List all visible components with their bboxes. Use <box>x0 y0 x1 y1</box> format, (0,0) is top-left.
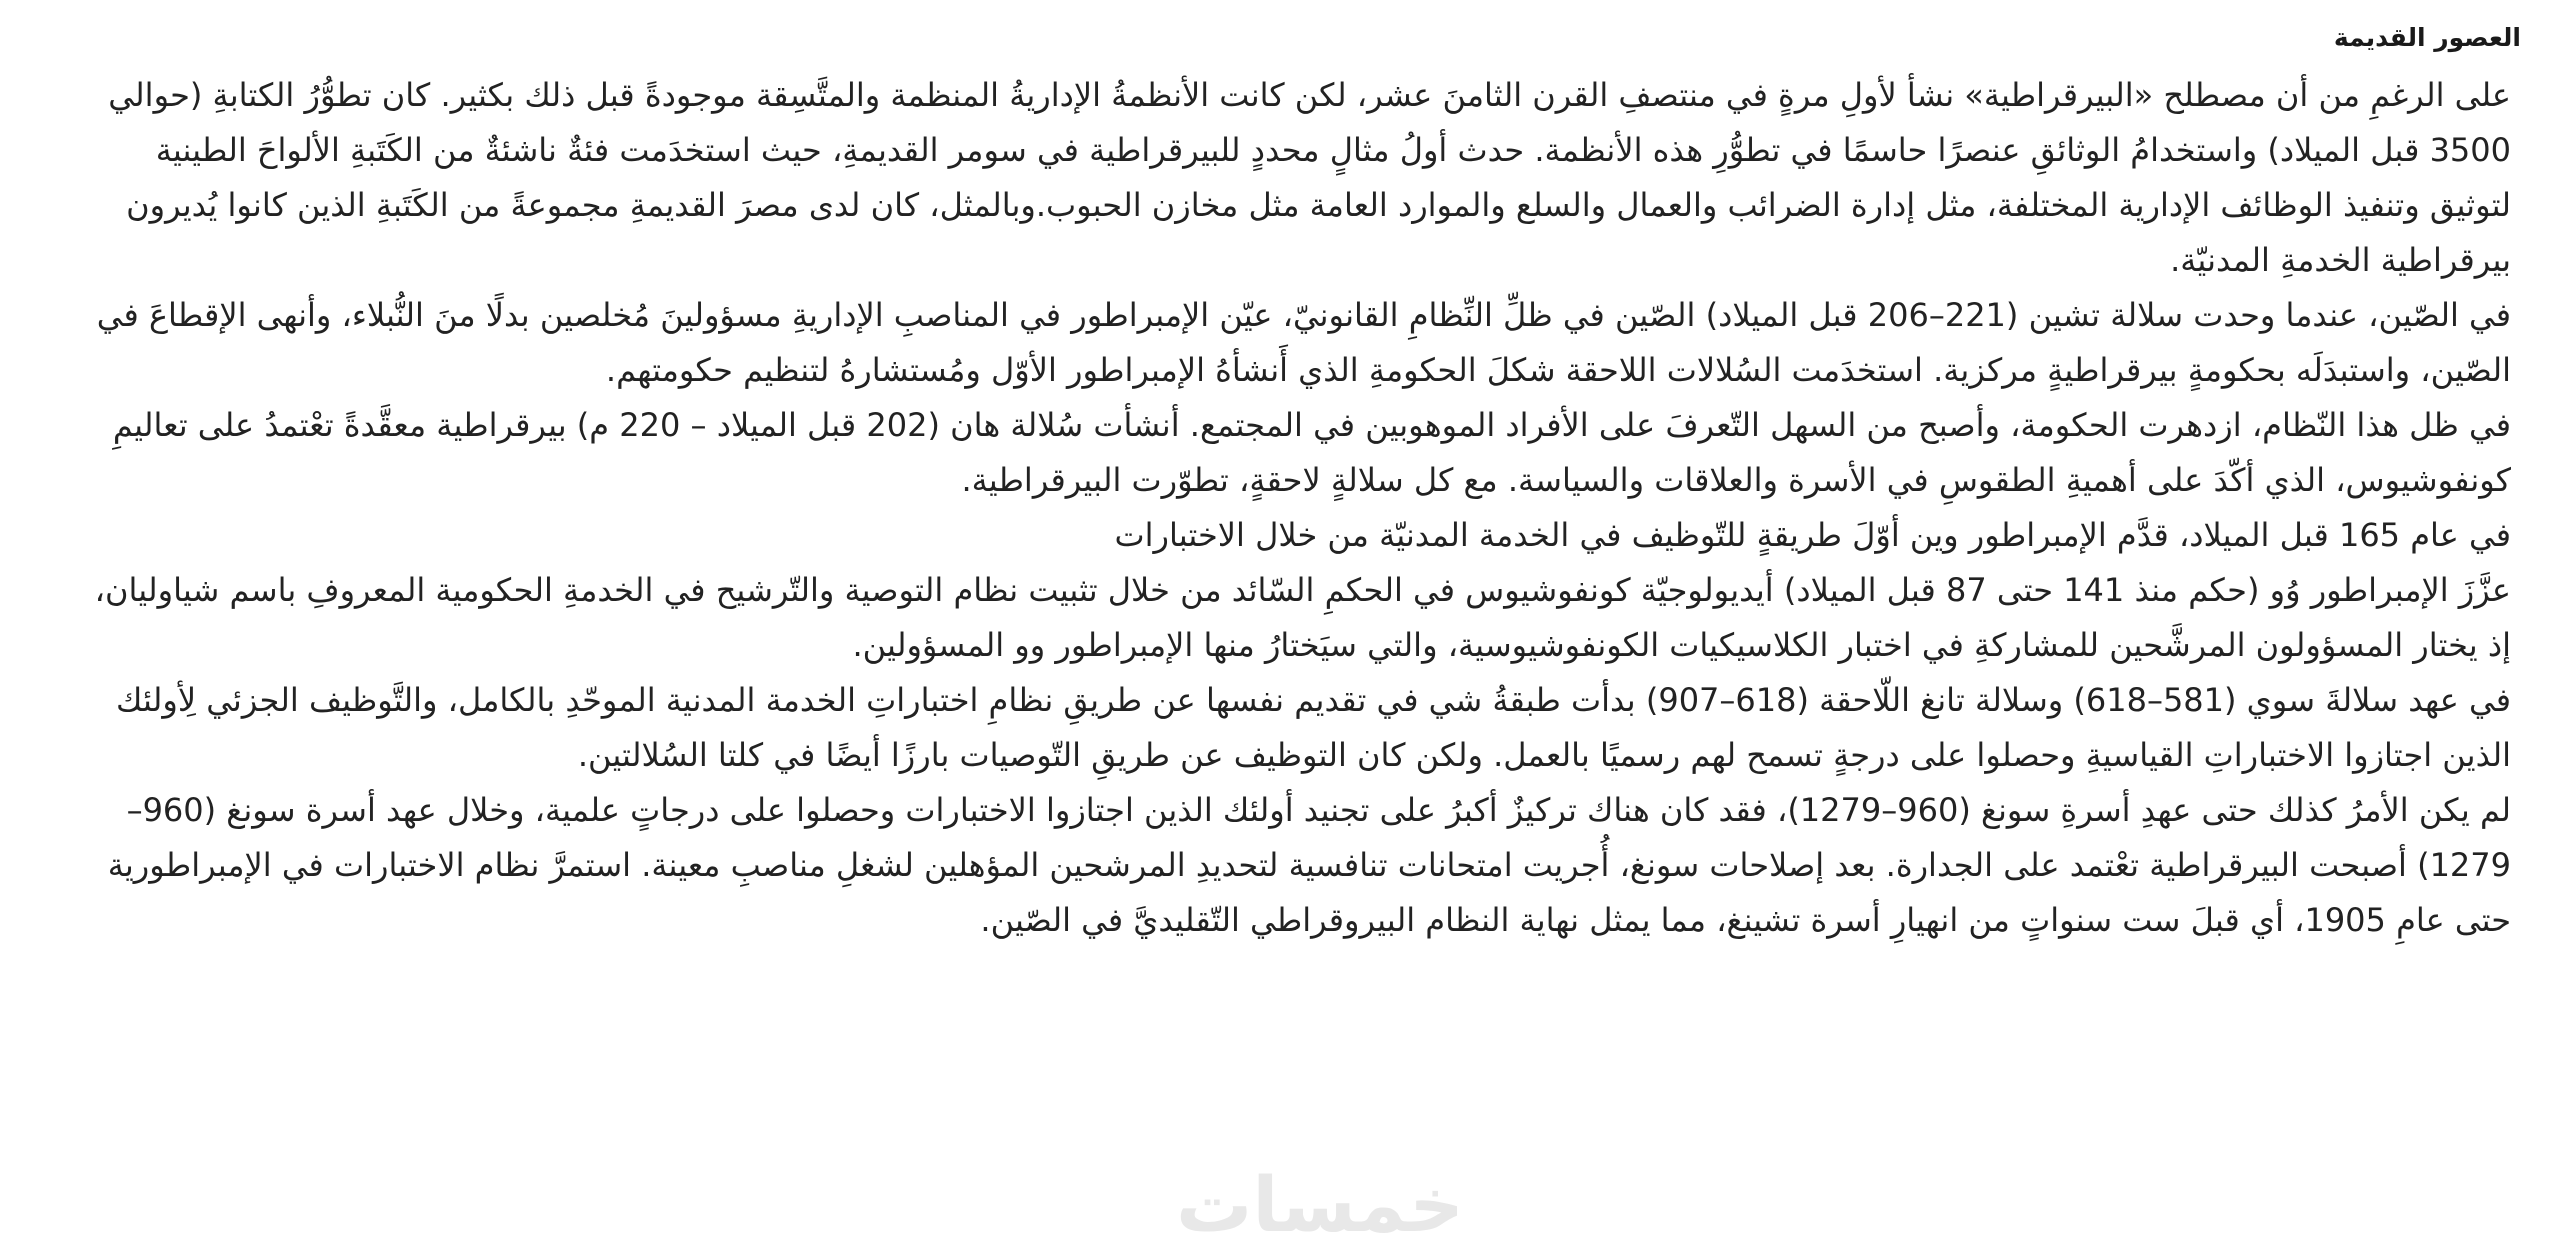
article-body <box>80 68 2511 948</box>
paragraph-emperor-wu: عزَّزَ الإمبراطور وُو (حكم منذ 141 حتى 87 قبل الميلاد) أيديولوجيّة كونفوشيوس في الحكمِ السّائد من خلال تثبيت نظام التوصية والتّرشيح في الخدمةِ الحكومية المعروفِ باسم شياوليان، إذ يختار المسؤولون المرشَّحين للمشاركةِ في اختبار الكلاسيكيات الكونفوشيوسية، والتي سيَختارُ منها الإمبراطور وو المسؤولين. <box>94 571 2511 664</box>
site-watermark: خمسات <box>1176 1170 1464 1240</box>
paragraph-emperor-wen: في عام 165 قبل الميلاد، قدَّم الإمبراطور وين أوّلَ طريقةٍ للتّوظيف في الخدمة المدنيّة من خلال الاختبارات <box>1114 516 2511 554</box>
paragraph-qin-dynasty: في الصّين، عندما وحدت سلالة تشين (221–206 قبل الميلاد) الصّين في ظلِّ النِّظامِ القانونيّ، عيّن الإمبراطور في المناصبِ الإداريةِ مسؤولينَ مُخلصين بدلًا منَ النُّبلاء، وأنهى الإقطاعَ في الصّين، واستبدَلَه بحكومةٍ بيرقراطيةٍ مركزية. استخدَمت السُلالات اللاحقة شكلَ الحكومةِ الذي أَنشأهُ الإمبراطور الأوّل ومُستشارهُ لتنظيم حكومتهم. <box>96 296 2511 389</box>
paragraph-song-dynasty: لم يكن الأمرُ كذلك حتى عهدِ أسرةِ سونغ (960–1279)، فقد كان هناك تركيزٌ أكبرُ على تجنيد أولئك الذين اجتازوا الاختبارات وحصلوا على درجاتٍ علمية، وخلال عهد أسرة سونغ (960–1279) أصبحت البيرقراطية تعْتمد على الجدارة. بعد إصلاحات سونغ، أُجريت امتحانات تنافسية لتحديدِ المرشحين المؤهلين لشغلِ مناصبِ معينة. استمرَّ نظام الاختبارات في الإمبراطورية حتى عامِ 1905، أي قبلَ ست سنواتٍ من انهيارِ أسرة تشينغ، مما يمثل نهاية النظام البيروقراطي التّقليديَّ في الصّين. <box>107 791 2511 939</box>
paragraph-sui-tang: في عهد سلالةَ سوي (581–618) وسلالة تانغ اللّاحقة (618–907) بدأت طبقةُ شي في تقديم نفسها عن طريقِ نظامِ اختباراتِ الخدمة المدنية الموحّدِ بالكامل، والتَّوظيف الجزئي لِأولئك الذين اجتازوا الاختباراتِ القياسيةِ وحصلوا على درجةٍ تسمح لهم رسميًا بالعمل. ولكن كان التوظيف عن طريقِ التّوصيات بارزًا أيضًا في كلتا السُلالتين. <box>115 681 2511 774</box>
paragraph-ancient-origins: على الرغمِ من أن مصطلح «البيرقراطية» نشأ لأولِ مرةٍ في منتصفِ القرن الثامنَ عشر، لكن كانت الأنظمةُ الإداريةُ المنظمة والمتَّسِقة موجودةً قبل ذلك بكثير. كان تطوُّرُ الكتابةِ (حوالي 3500 قبل الميلاد) واستخدامُ الوثائقِ عنصرًا حاسمًا في تطوُّرِ هذه الأنظمة. حدث أولُ مثالٍ محددٍ للبيرقراطية في سومر القديمةِ، حيث استخدَمت فئةٌ ناشئةٌ من الكَتَبةِ الألواحَ الطينية لتوثيق وتنفيذ الوظائف الإدارية المختلفة، مثل إدارة الضرائب والعمال والسلع والموارد العامة مثل مخازن الحبوب.وبالمثل، كان لدى مصرَ القديمةِ مجموعةً من الكَتَبةِ الذين كانوا يُديرون بيرقراطية الخدمةِ المدنيّة. <box>108 76 2511 279</box>
section-title: العصور القديمة <box>2333 23 2521 52</box>
paragraph-han-dynasty: في ظل هذا النّظام، ازدهرت الحكومة، وأصبح من السهل التّعرفَ على الأفراد الموهوبين في المجتمع. أنشأت سُلالة هان (202 قبل الميلاد – 220 م) بيرقراطية معقَّدةً تعْتمدُ على تعاليمِ كونفوشيوس، الذي أكّدَ على أهميةِ الطقوسِ في الأسرة والعلاقات والسياسة. مع كل سلالةٍ لاحقةٍ، تطوّرت البيرقراطية. <box>112 406 2511 499</box>
